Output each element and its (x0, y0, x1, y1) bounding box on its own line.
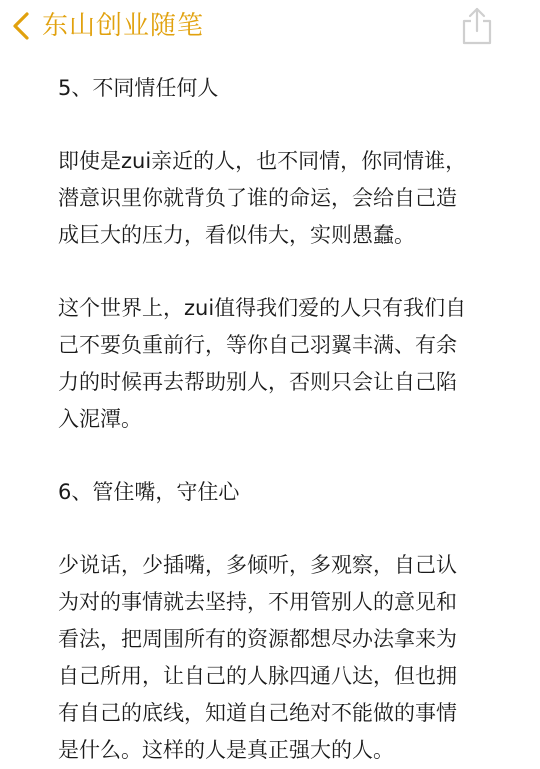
paragraph-line: 潜意识里你就背负了谁的命运，会给自己造 (58, 186, 457, 210)
paragraph-line: 即使是zui亲近的人，也不同情，你同情谁， (58, 149, 467, 173)
paragraph-line: 为对的事情就去坚持，不用管别人的意见和 (58, 590, 457, 614)
paragraph-line: 自己所用，让自己的人脉四通八达，但也拥 (58, 664, 457, 688)
section-heading-6: 6、管住嘴，守住心 (58, 480, 240, 504)
paragraph-line: 这个世界上，zui值得我们爱的人只有我们自 (58, 296, 467, 320)
paragraph-line: 成巨大的压力，看似伟大，实则愚蠢。 (58, 223, 415, 247)
share-icon (460, 6, 494, 46)
paragraph-line: 少说话，少插嘴，多倾听，多观察，自己认 (58, 553, 457, 577)
back-button[interactable] (12, 8, 204, 44)
note-body (58, 70, 498, 769)
paragraph-2 (58, 290, 498, 438)
paragraph-3 (58, 547, 498, 769)
section-heading-5: 5、不同情任何人 (58, 76, 219, 100)
paragraph-line: 入泥潭。 (58, 407, 142, 431)
back-label: 东山创业随笔 (42, 11, 205, 41)
nav-bar (0, 0, 540, 52)
chevron-left-icon (12, 12, 30, 40)
paragraph-line: 是什么。这样的人是真正强大的人。 (58, 738, 394, 762)
paragraph-line: 看法，把周围所有的资源都想尽办法拿来为 (58, 627, 457, 651)
paragraph-line: 己不要负重前行，等你自己羽翼丰满、有余 (58, 333, 457, 357)
paragraph-1 (58, 143, 498, 254)
paragraph-line: 有自己的底线，知道自己绝对不能做的事情 (58, 701, 457, 725)
paragraph-line: 力的时候再去帮助别人，否则只会让自己陷 (58, 370, 457, 394)
share-button[interactable] (460, 6, 494, 46)
